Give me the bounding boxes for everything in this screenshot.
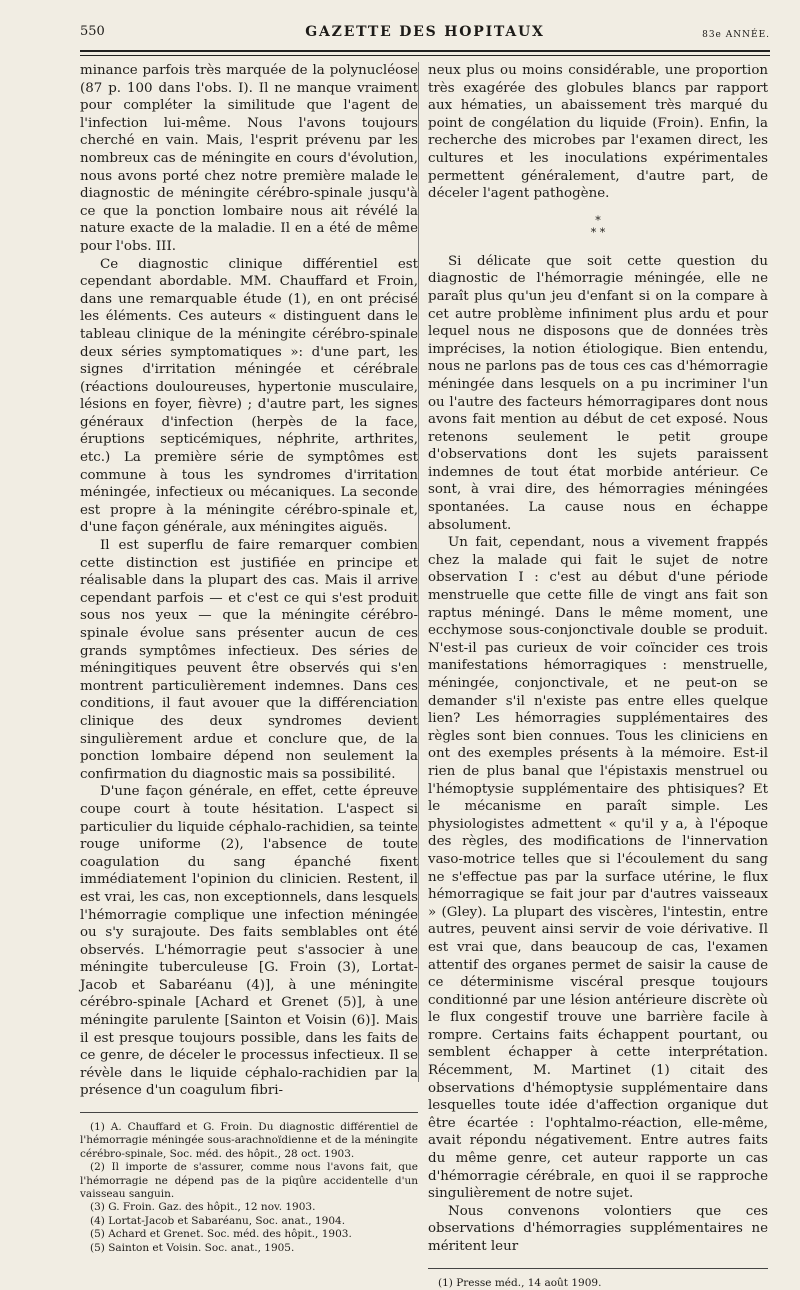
journal-title: GAZETTE DES HOPITAUX bbox=[305, 24, 545, 40]
paragraph: Nous convenons volontiers que ces observations d'hémorragies supplémentaires ne méritent leur bbox=[428, 1203, 768, 1254]
footnote: (1) Presse méd., 14 août 1909. bbox=[438, 1276, 602, 1289]
asterisk-bottom: * * bbox=[590, 225, 606, 239]
footnote-rule bbox=[80, 1112, 418, 1113]
paragraph: D'une façon générale, en effet, cette épreuve coupe court à toute hésitation. L'aspect si particulier du liquide céphalo-rachidien, sa teinte rouge uniforme (2), l'absence de toute coagulation du sang épanché fixent immédiatement l'opinion du clinicien. Restent, il est vrai, les cas, non exceptionnels, dans lesquels l'hémorragie complique une infection méningée ou s'y surajoute. Des faits semblables ont été observés. L'hémorragie peut s'associer à une méningite tuberculeuse [G. Froin (3), Lortat-Jacob et Sabaréanu (4)], à une méningite cérébro-spinale [Achard et Grenet (5)], à une méningite parulente [Sainton et Voisin (6)]. Mais il est presque toujours possible, dans les faits de ce genre, de déceler le processus infectieux. Il se révèle dans le liquide céphalo-rachidien par la présence d'un coagulum fibri- bbox=[80, 784, 418, 1099]
header-rule-thick bbox=[80, 50, 770, 52]
footnote: (4) Lortat-Jacob et Sabaréanu, Soc. anat., 1904. bbox=[90, 1214, 346, 1227]
paragraph: Si délicate que soit cette question du diagnostic de l'hémorragie méningée, elle ne paraît plus qu'un jeu d'enfant si on la compare à cet autre problème infiniment plus ardu et pour lequel nous ne disposons que de données très imprécises, la notion étiologique. Bien entendu, nous ne parlons pas de tous ces cas d'hémorragie méningée dans lesquels on a pu incriminer l'un ou l'autre des facteurs hémorragipares dont nous avons fait mention au début de cet exposé. Nous retenons seulement le petit groupe d'observations dont les sujets paraissent indemnes de tout état morbide antérieur. Ce sont, à vrai dire, des hémorragies méningées spontanées. La cause nous en échappe absolument. bbox=[428, 253, 768, 533]
footnote-rule bbox=[428, 1268, 768, 1269]
paragraph: minance parfois très marquée de la polynucléose (87 p. 100 dans l'obs. I). Il ne manque vraiment pour compléter la similitude que l'agent de l'infection lui-même. Nous l'avons toujours cherché en vain. Mais, l'esprit prévenu par les nombreux cas de méningite en cours d'évolution, nous avons porté chez notre première malade le diagnostic de méningite cérébro-spinale jusqu'à ce que la ponction lombaire nous ait révélé la nature exacte de la maladie. Il en a été de même pour l'obs. III. bbox=[80, 63, 418, 254]
footnote: (5) Sainton et Voisin. Soc. anat., 1905. bbox=[90, 1241, 295, 1254]
header-rule-thin bbox=[80, 55, 770, 56]
paragraph: neux plus ou moins considérable, une proportion très exagérée des globules blancs par rapport aux hématies, un abaissement très marqué du point de congélation du liquide (Froin). Enfin, la recherche des microbes par l'examen direct, les cultures et les inoculations expérimentales permettent généralement, d'autre part, de déceler l'agent pathogène. bbox=[428, 63, 768, 202]
footnote: (5) Achard et Grenet. Soc. méd. des hôpit., 1903. bbox=[90, 1228, 352, 1241]
asterisk-top: * bbox=[595, 213, 601, 227]
section-break-asterisks bbox=[428, 215, 768, 239]
paragraph: Un fait, cependant, nous a vivement frappés chez la malade qui fait le sujet de notre observation I : c'est au début d'une période menstruelle que cette fille de vingt ans fait son raptus méningé. Dans le même moment, une ecchymose sous-conjonctivale double se produit. N'est-il pas curieux de voir coïncider ces trois manifestations hémorragiques : menstruelle, méningée, conjonctivale, et ne peut-on se demander s'il n'existe pas entre elles quelque lien? Les hémorragies supplémentaires des règles sont bien connues. Tous les cliniciens en ont des exemples présents à la mémoire. Est-il rien de plus banal que l'épistaxis menstruel ou l'hémoptysie supplémentaire des phtisiques? Et le mécanisme en paraît simple. Les physiologistes admettent « qu'il y a, à l'époque des règles, des modifications de l'innervation vaso-motrice telles que si l'écoulement du sang ne s'effectue pas par la surface utérine, le flux hémorragique se fait jour par d'autres vaisseaux » (Gley). La plupart des viscères, l'intestin, entre autres, peuvent ainsi servir de voie dérivative. Il est vrai que, dans beaucoup de cas, l'examen attentif des organes permet de saisir la cause de ce déterminisme viscéral presque toujours conditionné par une lésion antérieure discrète où le flux congestif trouve une barrière facile à rompre. Certains faits échappent pourtant, ou semblent échapper à cette interprétation. Récemment, M. Martinet (1) citait des observations d'hémoptysie supplémentaire dans lesquelles toute idée d'affection organique dut être écartée : l'ophtalmo-réaction, elle-même, avait répondu négativement. Entre autres faits du même genre, cet auteur rapporte un cas d'hémorragie cérébrale, en quoi il se rapproche singulièrement de notre sujet. bbox=[428, 535, 768, 1202]
year-label: 83e ANNÉE. bbox=[702, 30, 770, 40]
footnote: (3) G. Froin. Gaz. des hôpit., 12 nov. 1903. bbox=[90, 1201, 316, 1214]
footnote: (1) A. Chauffard et G. Froin. Du diagnostic différentiel de l'hémorragie méningée sous-arachnoïdienne et de la méningite cérébro-spinale, Soc. méd. des hôpit., 28 oct. 1903. bbox=[80, 1121, 418, 1160]
right-column bbox=[428, 62, 768, 1290]
page-number: 550 bbox=[80, 24, 105, 39]
page-header bbox=[80, 22, 770, 44]
left-column bbox=[80, 62, 418, 1255]
footnote: (2) Il importe de s'assurer, comme nous l'avons fait, que l'hémorragie ne dépend pas de la piqûre accidentelle d'un vaisseau sanguin. bbox=[80, 1161, 418, 1201]
column-separator bbox=[418, 62, 419, 1082]
paragraph: Ce diagnostic clinique différentiel est cependant abordable. MM. Chauffard et Froin, dans une remarquable étude (1), en ont précisé les éléments. Ces auteurs « distinguent dans le tableau clinique de la méningite cérébro-spinale deux séries symptomatiques »: d'une part, les signes d'irritation méningée et cérébrale (réactions douloureuses, hypertonie musculaire, lésions en foyer, fièvre) ; d'autre part, les signes généraux d'infection (herpès de la face, éruptions septicémiques, néphrite, arthrites, etc.) La première série de symptômes est commune à tous les syndromes d'irritation méningée, infectieux ou mécaniques. La seconde est propre à la méningite cérébro-spinale et, d'une façon générale, aux méningites aiguës. bbox=[80, 256, 418, 536]
paragraph: Il est superflu de faire remarquer combien cette distinction est justifiée en principe et réalisable dans la plupart des cas. Mais il arrive cependant parfois — et c'est ce qui s'est produit sous nos yeux — que la méningite cérébro-spinale évolue sans présenter aucun de ces grands symptômes infectieux. Des séries de méningitiques peuvent être observés qui s'en montrent particulièrement indemnes. Dans ces conditions, il faut avouer que la différenciation clinique des deux syndromes devient singulièrement ardue et conclure que, de la ponction lombaire dépend non seulement la confirmation du diagnostic mais sa possibilité. bbox=[80, 538, 418, 782]
